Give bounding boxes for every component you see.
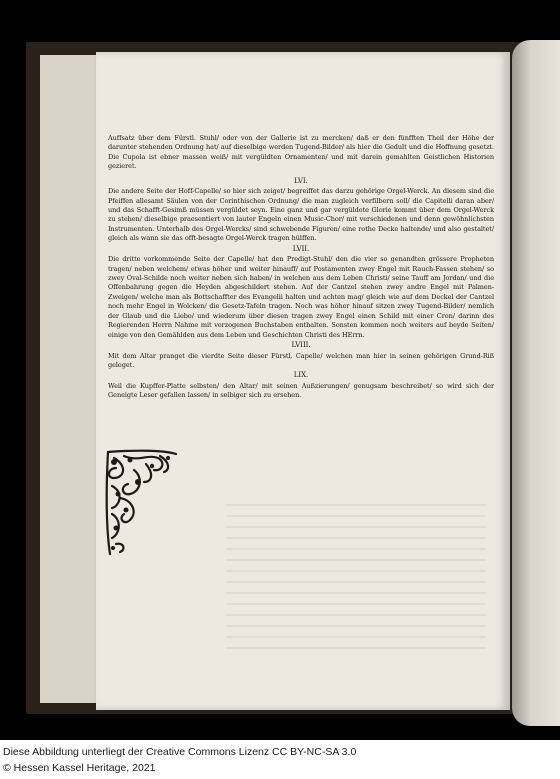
paragraph-intro: Auffsatz über dem Fürstl. Stuhl/ oder von der Gallerie ist zu mercken/ daß er den fünfften Theil der Höhe der darunter stehenden Ordnung hat/ auf dieselbige werden Tugend-Bilder/ als hier die Gedult und die Hoffnung gesetzt. Die Cupola ist ebner massen weiß/ mit vergüldten Ornamenten/ und mit darein gemahlten Geistlichen Historien gezieret. — [108, 134, 494, 171]
paragraph-lvi: Die andere Seite der Hoff-Capelle/ so hier sich zeiget/ begreiffet das darzu gehörige Orgel-Werck. An diesem sind die Pfeiffen allesamt Säulen von der Corinthischen Ordnung/ die man zugleich verfilbern soll/ die Capitelli daran aber/ und das Schafft-Gesimß müssen vergüldet seyn. Eine ganz und gar vergüldete Glorie kommt über dem Orgel-Werck zu stehen/ dieselbige praesentiert von lauter Engeln einen Music-Chor/ mit verschiedenen und denn gewöhnlichsten Instrumenten. Unterhalb des Orgel-Wercks/ sind schwebende Figuren/ eine rothe Decke haltende/ und also gestaltet/ gleich als wann sie das offt-besagte Orgel-Werck tragen hülffen. — [108, 187, 494, 243]
section-number-lviii: LVIII. — [291, 340, 311, 349]
right-page-curl — [512, 40, 560, 726]
paragraph-lviii: Mit dem Altar pranget die vierdte Seite dieser Fürstl. Capelle/ welchen man hier in seinen gehörigen Grund-Riß geleget. — [108, 351, 494, 369]
section-number-lvii: LVII. — [292, 244, 310, 253]
section-number-lix: LIX. — [293, 371, 309, 380]
bleed-through-text — [226, 504, 486, 704]
license-caption: Diese Abbildung unterliegt der Creative Commons Lizenz CC BY-NC-SA 3.0 — [3, 746, 357, 758]
credit-caption: © Hessen Kassel Heritage, 2021 — [3, 762, 156, 774]
book-page — [96, 52, 510, 710]
page-text — [108, 134, 494, 401]
paragraph-lix: Weil die Kupffer-Platte selbsten/ den Altar/ mit seinen Außzierungen/ genugsam beschreibet/ so wird sich der Geneigte Leser gefallen lassen/ in selbiger sich zu ersehen. — [108, 381, 494, 400]
ornament-vignette-icon — [104, 448, 178, 556]
left-page-edge — [40, 55, 102, 703]
section-number-lvi: LVI. — [294, 176, 308, 185]
paragraph-lvii: Die dritte vorkommende Seite der Capelle/ hat den Predigt-Stuhl/ den die vier so genandten grössere Propheten tragen/ neben welchem/ etwas höher und weiter hinauff/ auf Postamenten zwey Engel mit Rauch-Fassen stehen/ so zwey Oval-Schilde noch weiter neben sich haben/ in welchen aus dem Leben Christi/ seine Tauff am Jordan/ und die Offenbahrung gegen die Heyden abgeschildert stehen. Auf der Cantzel stehen zwey andre Engel mit Palmen-Zweigen/ welche man als Bottschaffter des Evangelii halten und achten mag/ gleich wie auf dem Deckel der Cantzel noch mehr Engel in Wolcken/ die Gesetz-Tafeln tragen. Noch was höher hinauf sitzen zwey Tugend-Bilder/ nemlich der Glaub und die Liebe/ und wiederum über diesen tragen zwey Engel einen Schild mit einer Cron/ darinn des Regierenden Herrn Nahme mit verzogenen Buchstaben enthalten. Sonsten kommen noch weiters auf beyde Seiten/ einige von den Gemählden aus dem Leben und Geschichten Christi des HErrn. — [108, 255, 494, 339]
